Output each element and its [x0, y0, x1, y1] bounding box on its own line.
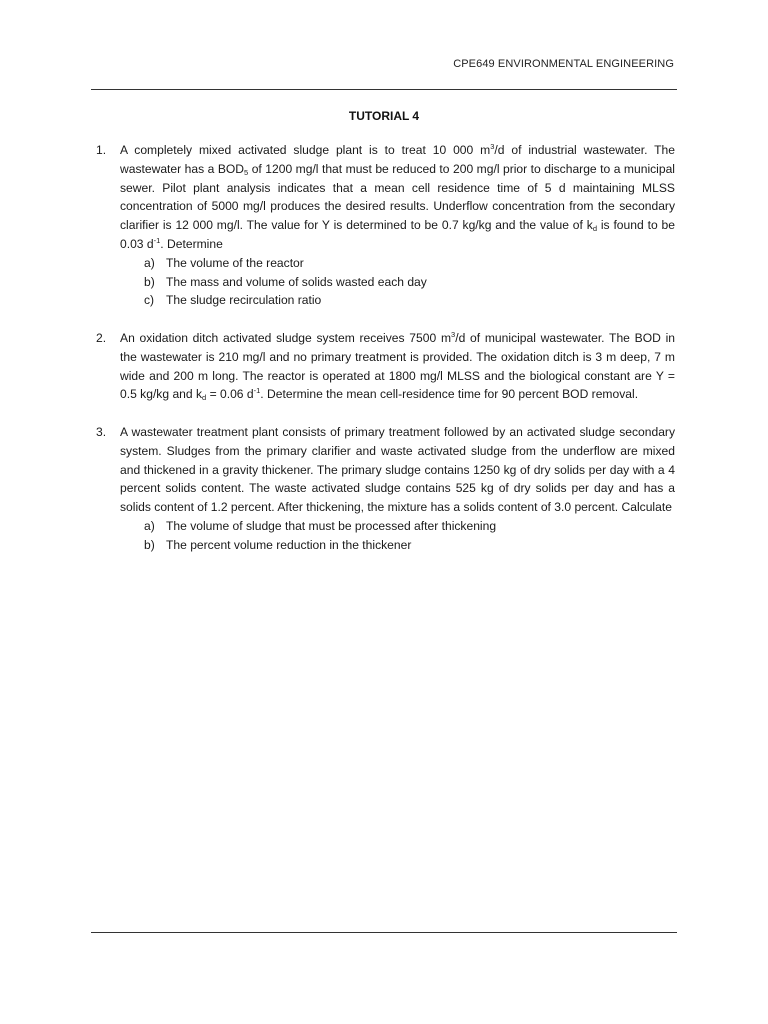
question-text: A wastewater treatment plant consists of primary treatment followed by an activated sludge secondary system. Sludges from the primary clarifier and waste activated sludge from the underflow are mixed and thickened in a gravity thickener. The primary sludge contains 1250 kg of dry solids per day with a 4 percent solids content. The waste activated sludge contains 525 kg of dry solids per day and has a solids content of 1.2 percent. After thickening, the mixture has a solids content of 3.0 percent. Calculate — [120, 424, 675, 515]
question-text: A completely mixed activated sludge plant is to treat 10 000 $m^3/d$ of industrial wastewater. The wastewater has a $BOD_5$ of 1200 mg/l that must be reduced to 200 mg/l prior to discharge to a municipal sewer. Pilot plant analysis indicates that a mean cell residence time of 5 d maintaining MLSS concentration of 5000 mg/l produces the desired results. Underflow concentration from the secondary clarifier is 12 000 mg/l. The value for Y is determined to be 0.7 kg/kg and the value of $k_d$ is found to be 0.03 $d^{-1}$. Determine — [120, 142, 675, 251]
subpart-item: b) The mass and volume of solids wasted each day — [144, 274, 427, 289]
page-title: TUTORIAL 4 — [348, 109, 420, 123]
header-rule — [91, 89, 677, 90]
question-number: 2. — [96, 330, 107, 345]
subpart-list — [120, 517, 675, 555]
question-number: 3. — [96, 424, 107, 439]
question-list — [96, 141, 675, 573]
subpart-item: c) The sludge recirculation ratio — [144, 293, 322, 308]
subpart-item: a) The volume of sludge that must be processed after thickening — [144, 518, 497, 533]
subpart-item: b) The percent volume reduction in the thickener — [144, 537, 412, 552]
question-number: 1. — [96, 143, 107, 157]
subpart-list — [120, 254, 675, 310]
question-1 — [96, 141, 675, 310]
question-3 — [96, 423, 675, 555]
footer-rule — [91, 932, 677, 933]
subpart-item: a) The volume of the reactor — [144, 255, 304, 270]
question-text: An oxidation ditch activated sludge system receives 7500 $m^3/d$ of municipal wastewater. The BOD in the wastewater is 210 mg/l and no primary treatment is provided. The oxidation ditch is 3 m deep, 7 m wide and 200 m long. The reactor is operated at 1800 mg/l MLSS and the biological constant are Y = 0.5 kg/kg and $k_d = 0.06$ $d^{-1}$. Determine the mean cell-residence time for 90 percent BOD removal. — [120, 329, 675, 403]
header-course-title: CPE649 ENVIRONMENTAL ENGINEERING — [453, 58, 674, 70]
question-2 — [96, 329, 675, 404]
